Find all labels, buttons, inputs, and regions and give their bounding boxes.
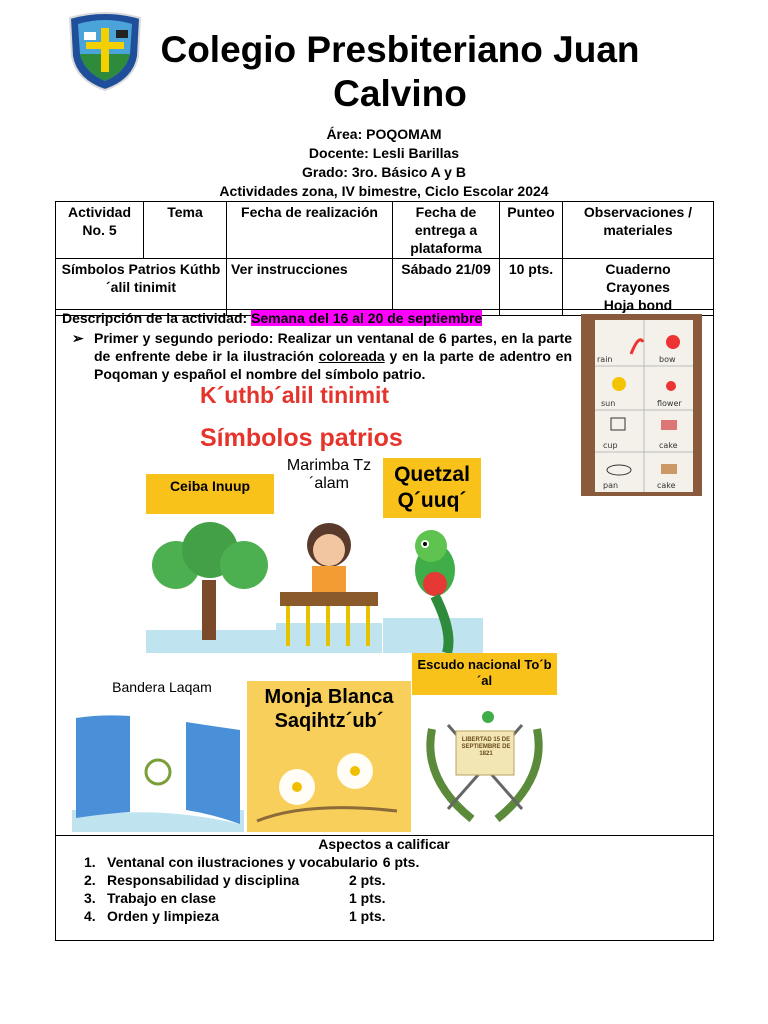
- item-text: Ventanal con ilustraciones y vocabulario: [107, 854, 378, 870]
- delivery-cell: Sábado 21/09: [393, 259, 500, 316]
- ceiba-card: [146, 470, 276, 653]
- instruction-text: [94, 329, 572, 383]
- bandera-card: [72, 670, 244, 832]
- instruction-bullet: [72, 329, 572, 383]
- item-number: 3.: [84, 890, 96, 906]
- item-number: 2.: [84, 872, 96, 888]
- sample-window-photo: [581, 314, 702, 496]
- list-item: [84, 907, 419, 925]
- item-points: 1 pts.: [349, 908, 386, 924]
- quetzal-bird-icon: [383, 522, 483, 653]
- photo-word: sun: [601, 399, 616, 408]
- photo-word: flower: [657, 399, 682, 408]
- points-cell: 10 pts.: [500, 259, 563, 316]
- ceiba-tree-icon: [146, 520, 276, 653]
- instruction-part: Primer y segundo periodo: Realizar un ventanal de 6 partes, en la parte de enfrente debe ir la ilustración: [94, 330, 572, 364]
- bandera-label: Bandera Laqam: [112, 679, 212, 695]
- item-text: Responsabilidad y disciplina: [107, 872, 300, 888]
- theme-cell: Símbolos Patrios Kúthb´alil tinimit: [56, 259, 227, 316]
- marimba-girl-icon: [276, 510, 382, 653]
- list-item: [84, 889, 419, 907]
- description-label: Descripción de la actividad:: [62, 310, 248, 326]
- coat-of-arms-icon: [412, 699, 557, 832]
- orchid-flower-icon: [247, 741, 411, 832]
- item-points: 2 pts.: [349, 872, 386, 888]
- table-row: [56, 259, 714, 316]
- list-item: [84, 853, 419, 871]
- underlined-word: coloreada: [318, 348, 385, 364]
- materials-cell: [563, 259, 714, 316]
- header-cell: Fecha de realización: [227, 202, 393, 259]
- item-text: Orden y limpieza: [107, 908, 220, 924]
- quetzal-card: [383, 456, 483, 653]
- photo-word: rain: [597, 355, 613, 364]
- item-number: 1.: [84, 854, 96, 870]
- header-cell: Observaciones / materiales: [563, 202, 714, 259]
- week-highlight: Semana del 16 al 20 de septiembre: [251, 310, 483, 326]
- list-item: [84, 871, 419, 889]
- area-line: Área: POQOMAM: [326, 126, 442, 142]
- arrow-bullet-icon: ➢: [72, 330, 84, 346]
- table-header-row: [56, 202, 714, 259]
- item-number: 4.: [84, 908, 96, 924]
- poster-title-spanish: Símbolos patrios: [200, 424, 403, 452]
- header-cell: Punteo: [500, 202, 563, 259]
- poster-title-poqomam: K´uthb´alil tinimit: [200, 382, 390, 408]
- aspects-list: [84, 853, 419, 925]
- activity-table: [55, 201, 714, 316]
- material-item: Crayones: [606, 279, 670, 295]
- escudo-label: Escudo nacional To´b´al: [412, 653, 557, 695]
- photo-word: cup: [603, 441, 618, 450]
- instruction-part: y en la parte de adentro en Poqoman y español el nombre del símbolo patrio.: [94, 348, 572, 382]
- monja-blanca-card: [247, 681, 411, 832]
- school-name: Colegio Presbiteriano Juan Calvino: [160, 29, 640, 114]
- photo-word: cake: [659, 441, 678, 450]
- material-item: Cuaderno: [605, 261, 671, 277]
- escudo-parchment-text: LIBERTAD 15 DE SEPTIEMBRE DE 1821: [461, 737, 511, 757]
- escudo-card: [412, 653, 557, 832]
- activities-line: Actividades zona, IV bimestre, Ciclo Escolar 2024: [219, 183, 549, 199]
- teacher-line: Docente: Lesli Barillas: [308, 145, 460, 161]
- grade-line: Grado: 3ro. Básico A y B: [302, 164, 466, 180]
- header-cell: Fecha de entrega a plataforma: [393, 202, 500, 259]
- monja-blanca-label: Monja Blanca Saqihtz´ub´: [264, 686, 394, 732]
- photo-word: bow: [659, 355, 676, 364]
- guatemala-flag-icon: [72, 714, 244, 832]
- header-cell: Actividad No. 5: [56, 202, 144, 259]
- realization-cell: Ver instrucciones: [227, 259, 393, 316]
- header-cell: Tema: [144, 202, 227, 259]
- quetzal-label: Quetzal Q´uuq´: [383, 458, 481, 518]
- item-points: 1 pts.: [349, 890, 386, 906]
- marimba-label: Marimba Tz´alam: [286, 457, 372, 492]
- ceiba-label: Ceiba Inuup: [146, 474, 274, 514]
- aspects-title: Aspectos a calificar: [318, 836, 450, 852]
- photo-word: pan: [603, 481, 619, 490]
- material-item: Hoja bond: [603, 297, 673, 313]
- photo-word: cake: [657, 481, 676, 490]
- description-heading: [62, 310, 482, 326]
- marimba-card: [276, 455, 382, 653]
- item-text: Trabajo en clase: [107, 890, 216, 906]
- item-points: 6 pts.: [382, 854, 420, 870]
